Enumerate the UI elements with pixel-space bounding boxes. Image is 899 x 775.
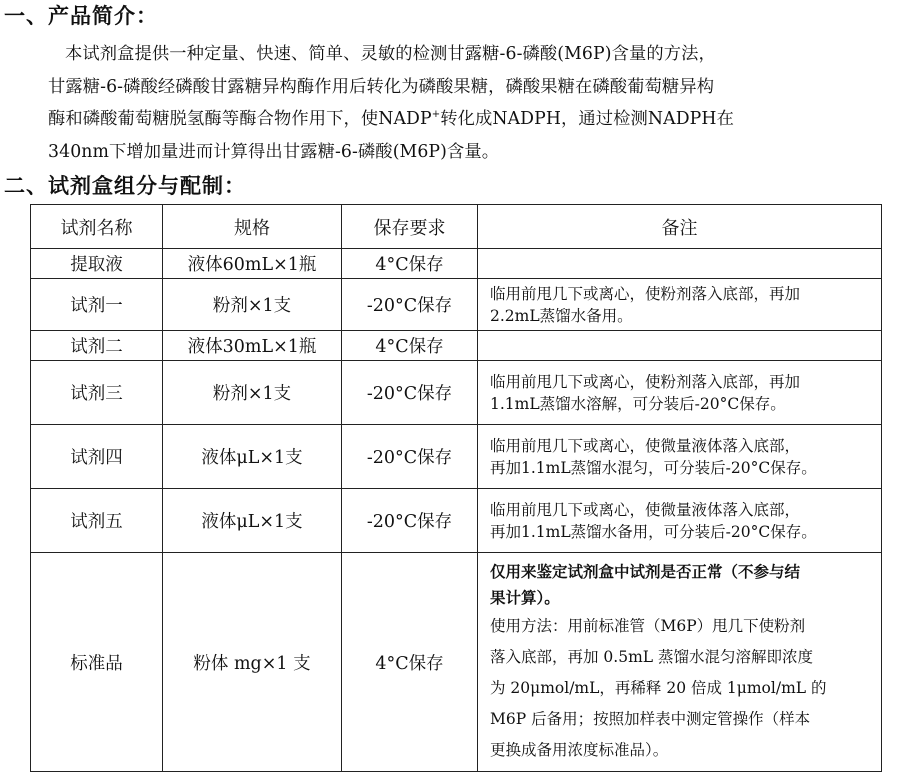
intro-line-3 — [48, 103, 894, 136]
section2-heading: 二、试剂盒组分与配制： — [4, 174, 246, 198]
cell-storage: 4°C保存 — [342, 249, 478, 279]
header-name: 试剂名称 — [31, 205, 163, 249]
intro-line-3b: 转化成NADPH，通过检测NADPH在 — [440, 109, 734, 129]
table-row — [31, 249, 882, 279]
cell-spec: 粉剂×1支 — [163, 279, 342, 331]
cell-spec: 粉体 mg×1 支 — [163, 553, 342, 772]
intro-line-1: 本试剂盒提供一种定量、快速、简单、灵敏的检测甘露糖-6-磷酸(M6P)含量的方法， — [65, 44, 716, 64]
cell-note — [478, 279, 882, 331]
note-line: 落入底部，再加 0.5mL 蒸馏水混匀溶解即浓度 — [490, 647, 813, 666]
cell-note — [478, 425, 882, 489]
cell-name: 试剂五 — [31, 489, 163, 553]
note-line: 2.2mL蒸馏水备用。 — [490, 306, 633, 325]
note-line: M6P 后备用；按照加样表中测定管操作（样本 — [490, 709, 811, 728]
cell-spec: 液体30mL×1瓶 — [163, 331, 342, 361]
header-spec: 规格 — [163, 205, 342, 249]
cell-spec: 液体60mL×1瓶 — [163, 249, 342, 279]
note-line: 临用前甩几下或离心，使粉剂落入底部，再加 — [490, 372, 801, 391]
cell-spec: 粉剂×1支 — [163, 361, 342, 425]
cell-note — [478, 361, 882, 425]
cell-storage: -20°C保存 — [342, 489, 478, 553]
cell-spec: 液体μL×1支 — [163, 489, 342, 553]
cell-note-standard — [478, 553, 882, 772]
header-storage: 保存要求 — [342, 205, 478, 249]
intro-line-2: 甘露糖-6-磷酸经磷酸甘露糖异构酶作用后转化为磷酸果糖，磷酸果糖在磷酸葡萄糖异构 — [48, 76, 715, 97]
intro-line-4: 340nm下增加量进而计算得出甘露糖-6-磷酸(M6P)含量。 — [48, 141, 500, 162]
note-line: 1.1mL蒸馏水溶解，可分装后-20°C保存。 — [490, 394, 786, 413]
table-row — [31, 361, 882, 425]
table-row — [31, 489, 882, 553]
table-row-standard — [31, 553, 882, 772]
note-line: 临用前甩几下或离心，使粉剂落入底部，再加 — [490, 284, 801, 303]
table-row — [31, 331, 882, 361]
note-line: 临用前甩几下或离心，使微量液体落入底部， — [490, 500, 801, 519]
cell-name: 提取液 — [31, 249, 163, 279]
reagent-table — [30, 204, 882, 772]
nadp-superscript: + — [431, 109, 441, 120]
table-row — [31, 279, 882, 331]
cell-name: 试剂一 — [31, 279, 163, 331]
note-line: 再加1.1mL蒸馏水混匀，可分装后-20°C保存。 — [490, 458, 817, 477]
note-line: 为 20μmol/mL，再稀释 20 倍成 1μmol/mL 的 — [490, 678, 827, 697]
note-bold-line: 果计算）。 — [490, 588, 560, 607]
cell-spec: 液体μL×1支 — [163, 425, 342, 489]
cell-note — [478, 489, 882, 553]
note-line: 使用方法：用前标准管（M6P）甩几下使粉剂 — [490, 616, 806, 635]
cell-name: 试剂四 — [31, 425, 163, 489]
note-line: 临用前甩几下或离心，使微量液体落入底部， — [490, 436, 801, 455]
cell-note — [478, 331, 882, 361]
cell-name: 试剂二 — [31, 331, 163, 361]
cell-storage: 4°C保存 — [342, 331, 478, 361]
cell-storage: -20°C保存 — [342, 361, 478, 425]
cell-storage: -20°C保存 — [342, 425, 478, 489]
cell-name: 试剂三 — [31, 361, 163, 425]
table-header-row — [31, 205, 882, 249]
intro-line-3a: 酶和磷酸葡萄糖脱氢酶等酶合物作用下，使NADP — [48, 109, 432, 129]
cell-name: 标准品 — [31, 553, 163, 772]
note-line: 再加1.1mL蒸馏水备用，可分装后-20°C保存。 — [490, 522, 817, 541]
cell-storage: 4°C保存 — [342, 553, 478, 772]
section1-heading: 一、产品简介： — [4, 4, 158, 28]
cell-note — [478, 249, 882, 279]
intro-paragraph — [48, 38, 894, 168]
header-note: 备注 — [478, 205, 882, 249]
table-row — [31, 425, 882, 489]
cell-storage: -20°C保存 — [342, 279, 478, 331]
note-line: 更换成备用浓度标准品）。 — [490, 740, 669, 759]
note-bold-line: 仅用来鉴定试剂盒中试剂是否正常（不参与结 — [490, 562, 801, 581]
